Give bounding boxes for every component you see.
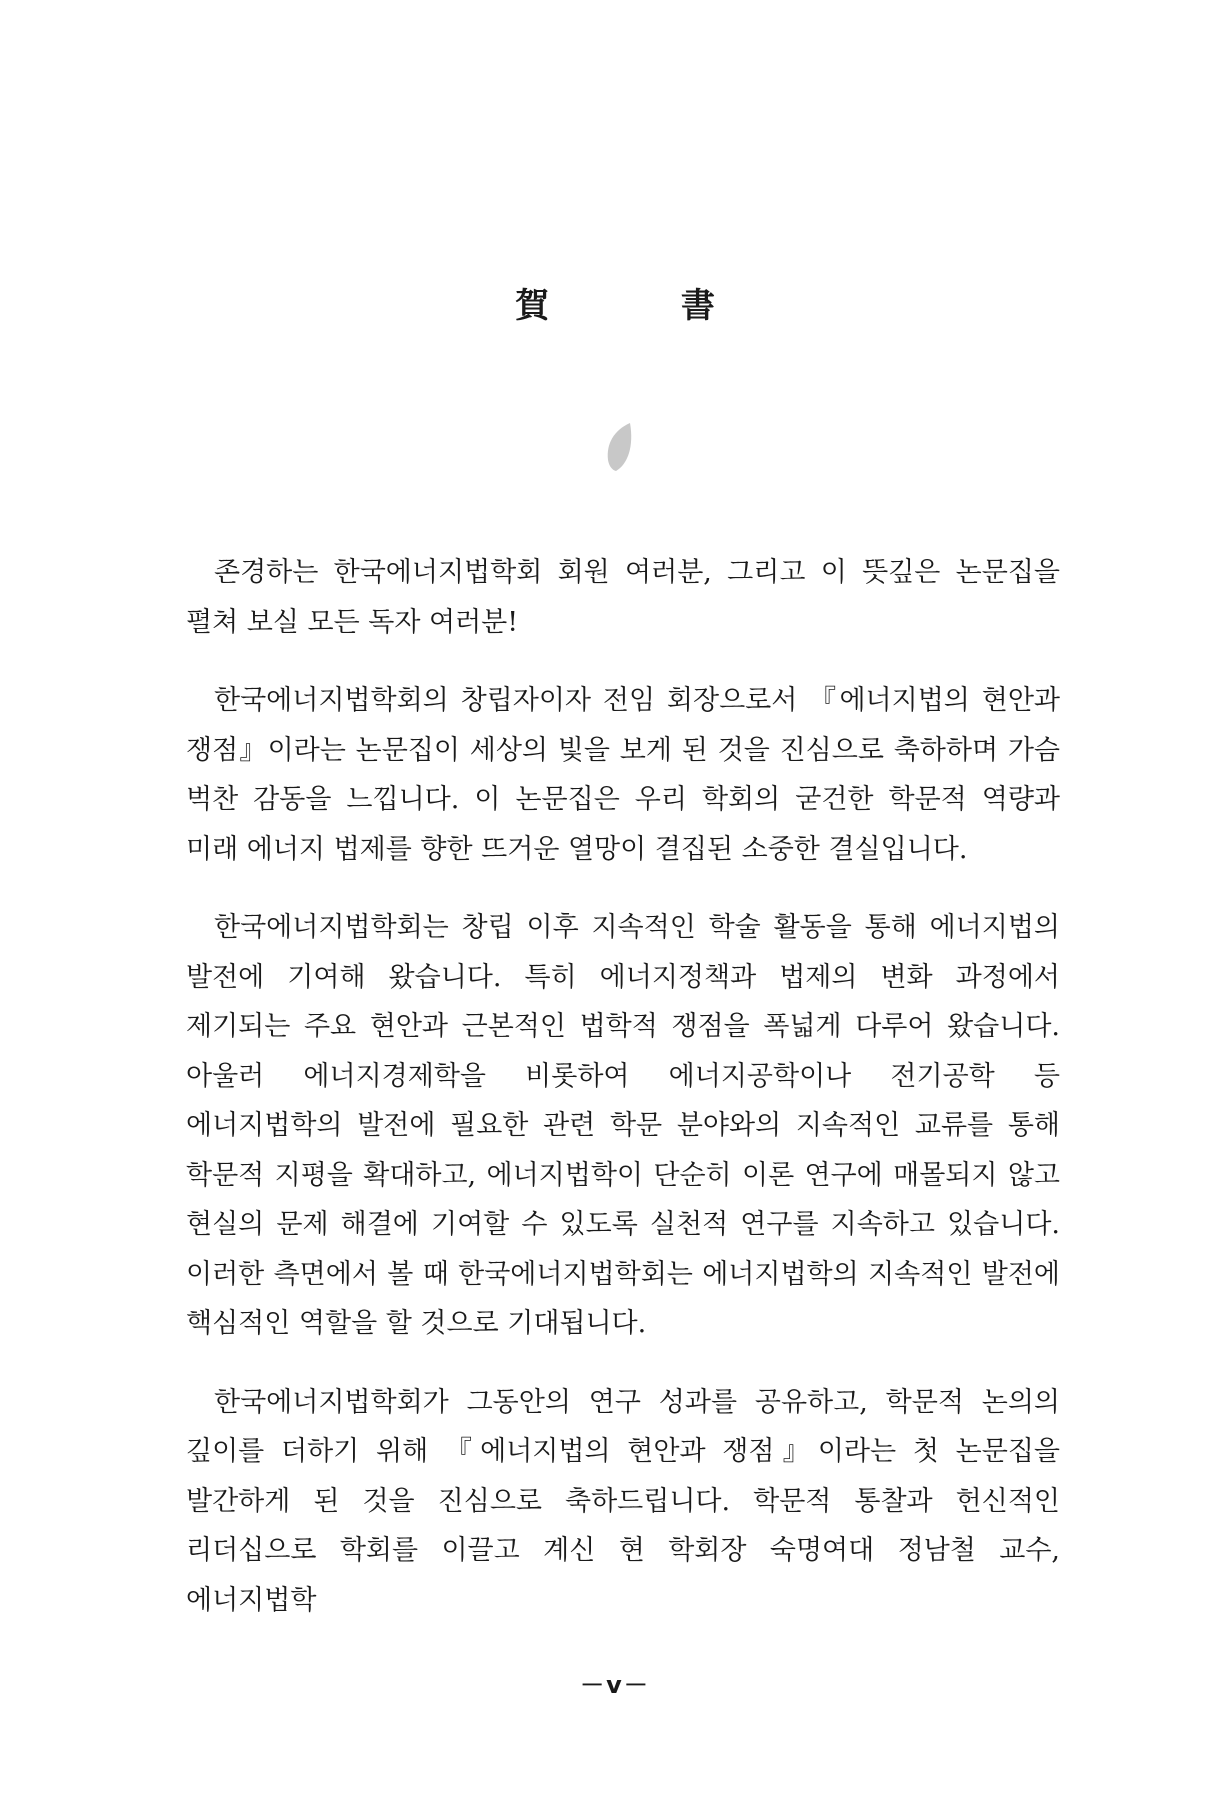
paragraph-publication: 한국에너지법학회가 그동안의 연구 성과를 공유하고, 학문적 논의의 깊이를 더하기 위해 『에너지법의 현안과 쟁점』이라는 첫 논문집을 발간하게 된 것을 진심으로 축하드립니다. 학문적 통찰과 헌신적인 리더십으로 학회를 이끌고 계신 현 학회장 숙명여대 정남철 교수, 에너지법학 <box>186 1386 1060 1616</box>
page-title: 賀 書 <box>515 286 775 326</box>
page-number: －ⅴ－ <box>580 1671 650 1699</box>
letter-body <box>186 548 1060 1654</box>
paragraph-society-history: 한국에너지법학회는 창립 이후 지속적인 학술 활동을 통해 에너지법의 발전에 기여해 왔습니다. 특히 에너지정책과 법제의 변화 과정에서 제기되는 주요 현안과 근본적인 법학적 쟁점을 폭넓게 다루어 왔습니다. 아울러 에너지경제학을 비롯하여 에너지공학이나 전기공학 등 에너지법학의 발전에 필요한 관련 학문 분야와의 지속적인 교류를 통해 학문적 지평을 확대하고, 에너지법학이 단순히 이론 연구에 매몰되지 않고 현실의 문제 해결에 기여할 수 있도록 실천적 연구를 지속하고 있습니다. 이러한 측면에서 볼 때 한국에너지법학회는 에너지법학의 지속적인 발전에 핵심적인 역할을 할 것으로 기대됩니다. <box>186 912 1060 1339</box>
paragraph-congratulation: 한국에너지법학회의 창립자이자 전임 회장으로서 『에너지법의 현안과 쟁점』이라는 논문집이 세상의 빛을 보게 된 것을 진심으로 축하하며 가슴 벅찬 감동을 느낍니다. 이 논문집은 우리 학회의 굳건한 학문적 역량과 미래 에너지 법제를 향한 뜨거운 열망이 결집된 소중한 결실입니다. <box>186 685 1060 865</box>
leaf-ornament-icon <box>604 422 636 472</box>
paragraph-greeting: 존경하는 한국에너지법학회 회원 여러분, 그리고 이 뜻깊은 논문집을 펼쳐 보실 모든 독자 여러분! <box>186 557 1060 638</box>
